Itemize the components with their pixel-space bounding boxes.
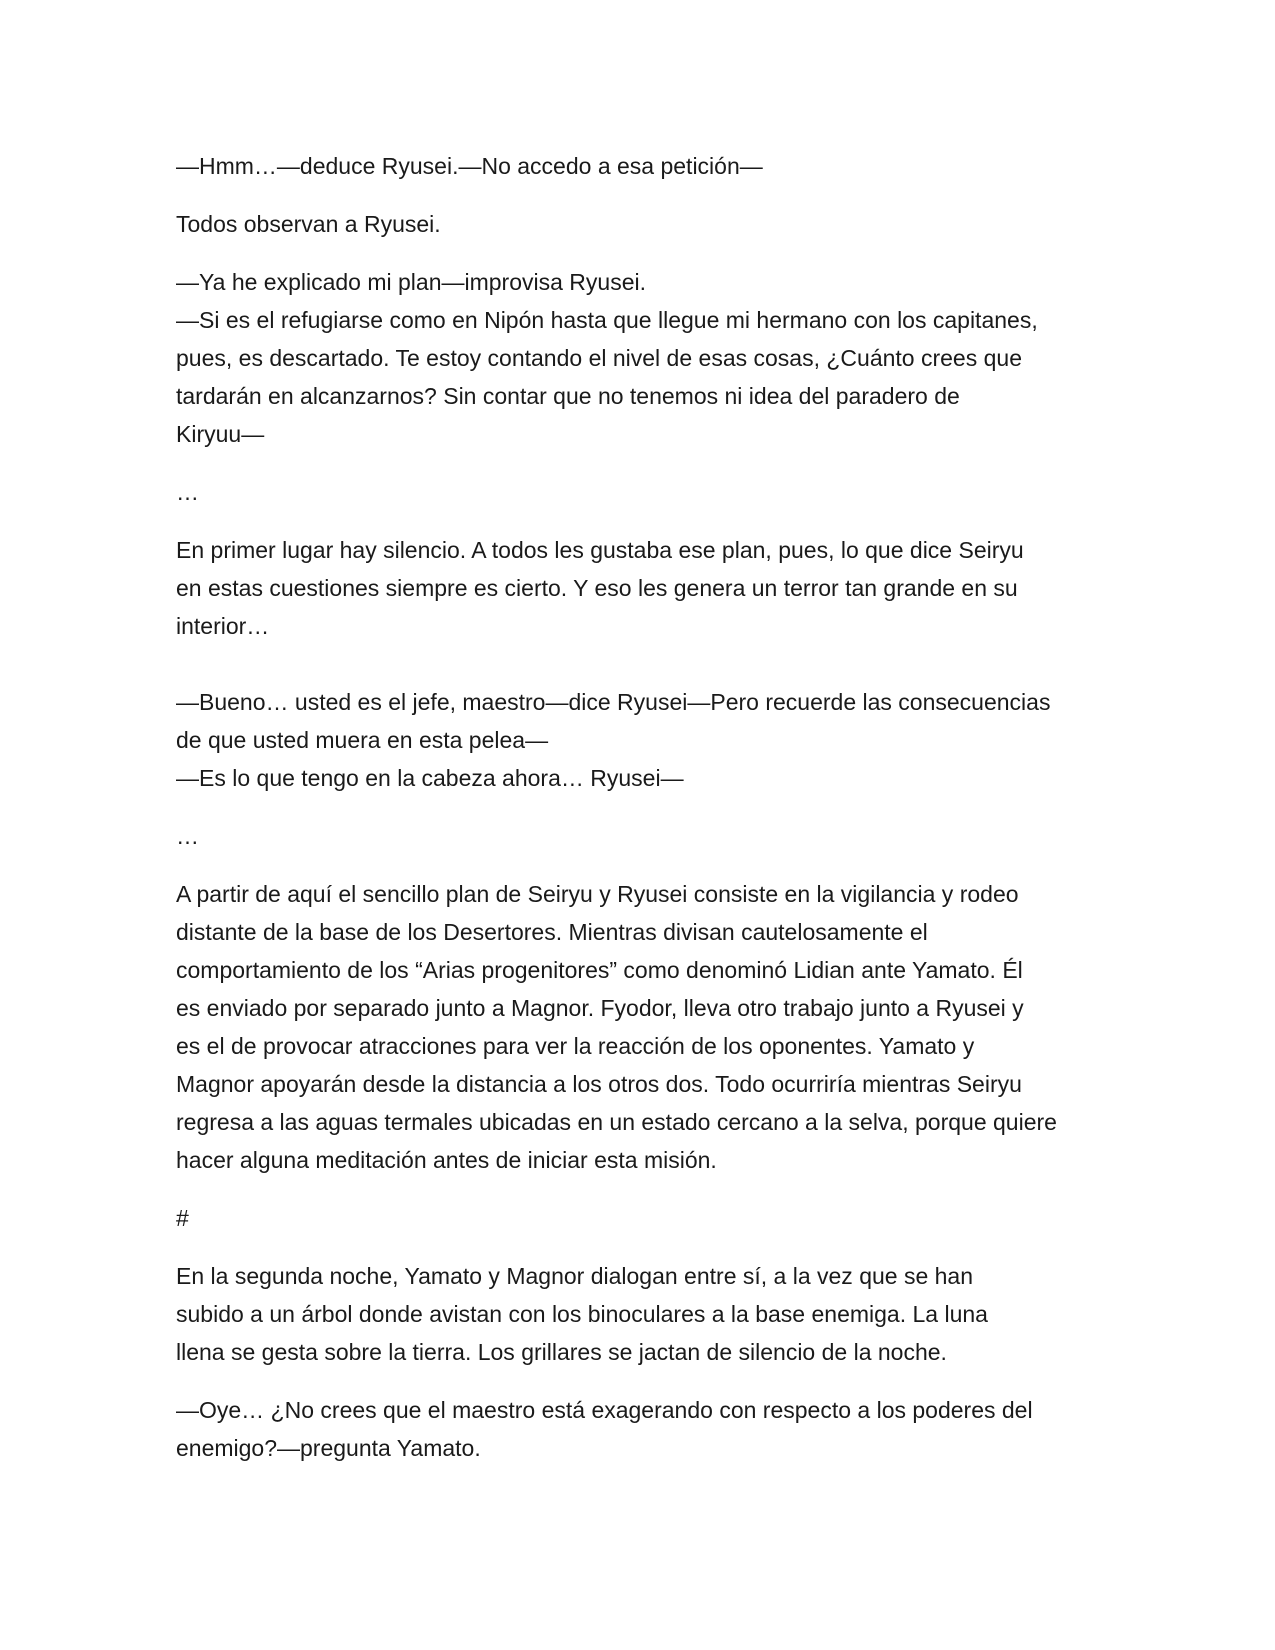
text-line: A partir de aquí el sencillo plan de Seiryu y Ryusei consiste en la vigilancia y rodeo — [176, 881, 1019, 907]
paragraph — [176, 1391, 1096, 1467]
text-line: … — [176, 479, 199, 505]
text-line: es enviado por separado junto a Magnor. Fyodor, lleva otro trabajo junto a Ryusei y — [176, 995, 1024, 1021]
text-line: enemigo?—pregunta Yamato. — [176, 1435, 481, 1461]
text-line: comportamiento de los “Arias progenitores” como denominó Lidian ante Yamato. Él — [176, 957, 1023, 983]
paragraph — [176, 263, 1096, 453]
paragraph — [176, 147, 1096, 185]
text-line: En primer lugar hay silencio. A todos les gustaba ese plan, pues, lo que dice Seiryu — [176, 537, 1024, 563]
text-line: En la segunda noche, Yamato y Magnor dialogan entre sí, a la vez que se han — [176, 1263, 974, 1289]
text-line: pues, es descartado. Te estoy contando el nivel de esas cosas, ¿Cuánto crees que — [176, 345, 1022, 371]
paragraph — [176, 817, 1096, 855]
text-line: Todos observan a Ryusei. — [176, 211, 441, 237]
text-line: Magnor apoyarán desde la distancia a los otros dos. Todo ocurriría mientras Seiryu — [176, 1071, 1022, 1097]
text-line: es el de provocar atracciones para ver la reacción de los oponentes. Yamato y — [176, 1033, 975, 1059]
text-line: —Oye… ¿No crees que el maestro está exagerando con respecto a los poderes del — [176, 1397, 1033, 1423]
text-line: hacer alguna meditación antes de iniciar esta misión. — [176, 1147, 717, 1173]
paragraph — [176, 1199, 1096, 1237]
paragraph — [176, 473, 1096, 511]
text-line: —Bueno… usted es el jefe, maestro—dice Ryusei—Pero recuerde las consecuencias — [176, 689, 1051, 715]
text-line: interior… — [176, 613, 270, 639]
document-body — [176, 147, 1096, 1487]
text-line: —Si es el refugiarse como en Nipón hasta que llegue mi hermano con los capitanes, — [176, 307, 1038, 333]
text-line: regresa a las aguas termales ubicadas en un estado cercano a la selva, porque quiere — [176, 1109, 1057, 1135]
text-line: llena se gesta sobre la tierra. Los grillares se jactan de silencio de la noche. — [176, 1339, 947, 1365]
paragraph — [176, 531, 1096, 645]
text-line: —Es lo que tengo en la cabeza ahora… Ryusei— — [176, 765, 684, 791]
paragraph — [176, 205, 1096, 243]
text-line: de que usted muera en esta pelea— — [176, 727, 549, 753]
text-line: # — [176, 1205, 189, 1231]
paragraph — [176, 875, 1096, 1179]
text-line: distante de la base de los Desertores. Mientras divisan cautelosamente el — [176, 919, 928, 945]
text-line: … — [176, 823, 199, 849]
text-line: subido a un árbol donde avistan con los binoculares a la base enemiga. La luna — [176, 1301, 988, 1327]
paragraph — [176, 683, 1096, 797]
text-line: tardarán en alcanzarnos? Sin contar que no tenemos ni idea del paradero de — [176, 383, 960, 409]
text-line: —Hmm…—deduce Ryusei.—No accedo a esa petición— — [176, 153, 763, 179]
text-line: Kiryuu— — [176, 421, 265, 447]
text-line: —Ya he explicado mi plan—improvisa Ryusei. — [176, 269, 646, 295]
paragraph — [176, 1257, 1096, 1371]
text-line: en estas cuestiones siempre es cierto. Y eso les genera un terror tan grande en su — [176, 575, 1018, 601]
